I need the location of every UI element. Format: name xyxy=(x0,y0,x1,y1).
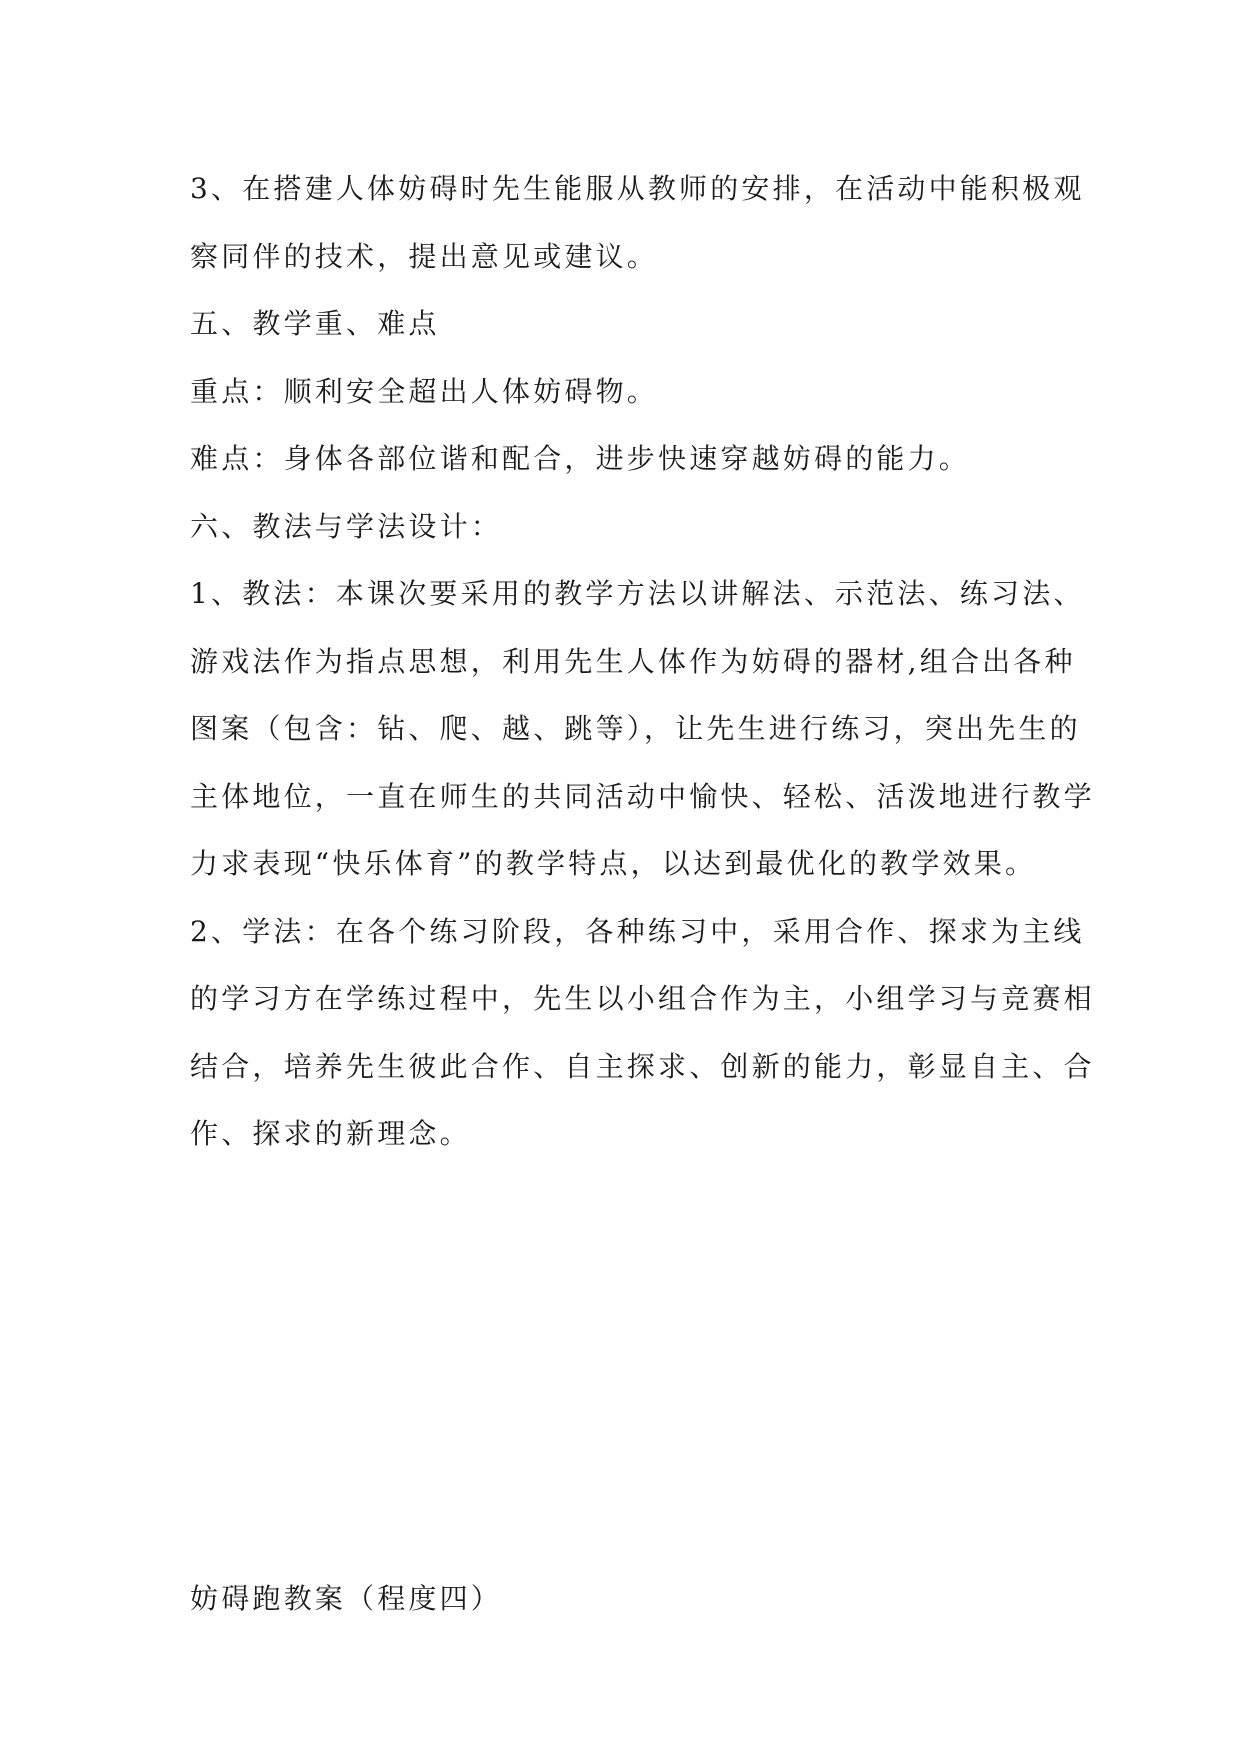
text-line: 重点：顺利安全超出人体妨碍物。 xyxy=(190,374,659,408)
next-document-title: 妨碍跑教案（程度四） xyxy=(190,1582,503,1615)
text-line: 3、在搭建人体妨碍时先生能服从教师的安排，在活动中能积极观 xyxy=(190,172,1085,205)
text-line: 图案（包含：钻、爬、越、跳等），让先生进行练习，突出先生的 xyxy=(190,712,1081,745)
text-line: 2、学法：在各个练习阶段，各种练习中，采用合作、探求为主线 xyxy=(190,914,1085,948)
text-line: 的学习方在学练过程中，先生以小组合作为主，小组学习与竞赛相 xyxy=(190,982,1095,1015)
document-body xyxy=(190,155,1095,1168)
text-line: 1、教法：本课次要采用的教学方法以讲解法、示范法、练习法、 xyxy=(190,577,1085,610)
text-line: 主体地位，一直在师生的共同活动中愉快、轻松、活泼地进行教学 xyxy=(190,779,1095,813)
text-line: 力求表现“快乐体育”的教学特点，以达到最优化的教学效果。 xyxy=(190,847,1037,880)
text-line: 作、探求的新理念。 xyxy=(190,1117,471,1150)
section-heading: 五、教学重、难点 xyxy=(190,307,440,340)
text-line: 难点：身体各部位谐和配合，进步快速穿越妨碍的能力。 xyxy=(190,442,971,475)
section-heading: 六、教法与学法设计： xyxy=(190,509,503,543)
text-line: 游戏法作为指点思想，利用先生人体作为妨碍的器材,组合出各种 xyxy=(190,644,1076,678)
text-line: 察同伴的技术，提出意见或建议。 xyxy=(190,239,659,273)
text-line: 结合，培养先生彼此合作、自主探求、创新的能力，彰显自主、合 xyxy=(190,1049,1095,1083)
